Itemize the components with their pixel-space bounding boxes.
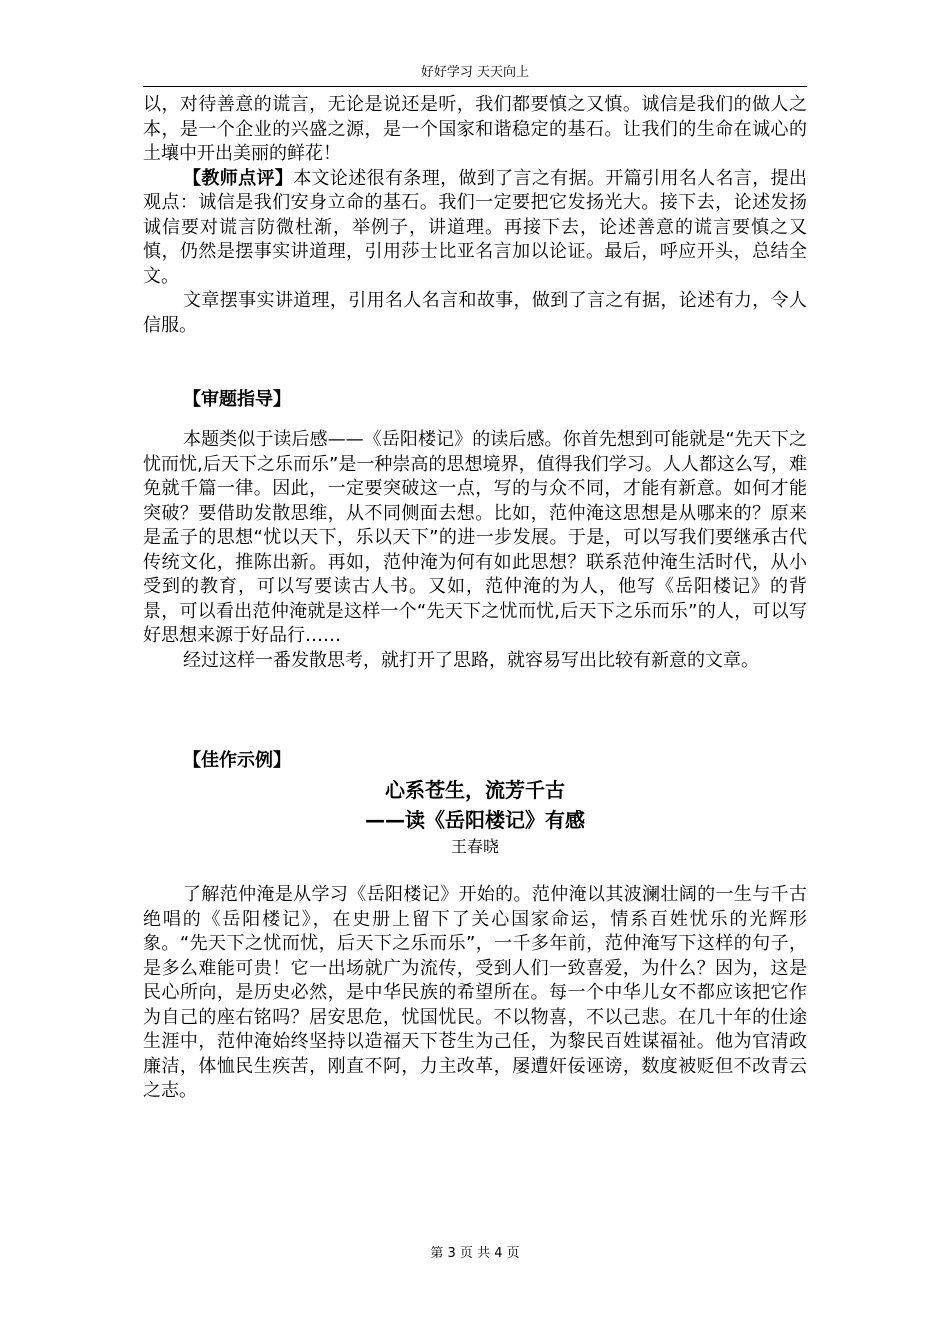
guide-paragraph-1: 本题类似于读后感——《岳阳楼记》的读后感。你首先想到可能就是“先天下之忧而忧,后天下之乐而乐”是一种崇高的思想境界，值得我们学习。人人都这么写，难免就千篇一律。因此，一定要突破这一点，写的与众不同，才能有新意。如何才能突破？要借助发散思维，从不同侧面去想。比如，范仲淹这思想是从哪来的？原来是孟子的思想“忧以天下，乐以天下”的进一步发展。于是，可以写我们要继承古代传统文化，推陈出新。再如，范仲淹为何有如此思想？联系范仲淹生活时代，从小受到的教育，可以写要读古人书。又如，范仲淹的为人，他写《岳阳楼记》的背景，可以看出范仲淹就是这样一个“先天下之忧而忧,后天下之乐而乐”的人，可以写好思想来源于好品行…… — [143, 429, 807, 646]
intro-paragraph: 以，对待善意的谎言，无论是说还是听，我们都要慎之又慎。诚信是我们的做人之本，是一个企业的兴盛之源，是一个国家和谐稳定的基石。让我们的生命在诚心的土壤中开出美丽的鲜花！ — [143, 94, 807, 164]
essay-title: 心系苍生，流芳千古 — [385, 778, 565, 802]
essay-paragraph-1: 了解范仲淹是从学习《岳阳楼记》开始的。范仲淹以其波澜壮阔的一生与千古绝唱的《岳阳楼记》，在史册上留下了关心国家命运，情系百姓忧乐的光辉形象。“先天下之忧而忧，后天下之乐而乐”，一千多年前，范仲淹写下这样的句子，是多么难能可贵！它一出场就广为流传，受到人们一致喜爱，为什么？因为，这是民心所向，是历史必然，是中华民族的希望所在。每一个中华儿女不都应该把它作为自己的座右铭吗？居安思危，忧国忧民。不以物喜，不以己悲。在几十年的仕途生涯中，范仲淹始终坚持以造福天下苍生为己任，为黎民百姓谋福祉。他为官清政廉洁，体恤民生疾苦，刚直不阿，力主改革，屡遭奸佞诬谤，数度被贬但不改青云之志。 — [143, 884, 807, 1101]
example-heading: 【佳作示例】 — [183, 750, 291, 771]
document-page — [143, 60, 807, 1104]
page-header: 好好学习 天天向上 — [143, 60, 807, 87]
essay-subtitle: ——读《岳阳楼记》有感 — [365, 808, 585, 832]
essay-author: 王春晓 — [450, 837, 499, 856]
teacher-comment-summary: 文章摆事实讲道理，引用名人名言和故事，做到了言之有据，论述有力，令人信服。 — [143, 290, 807, 336]
guide-paragraph-2: 经过这样一番发散思考，就打开了思路，就容易写出比较有新意的文章。 — [183, 649, 759, 671]
teacher-comment-text: 本文论述很有条理，做到了言之有据。开篇引用名人名言，提出观点：诚信是我们安身立命的基石。我们一定要把它发扬光大。接下去，论述发扬诚信要对谎言防微杜渐，举例子，讲道理。再接下去，论述善意的谎言要慎之又慎，仍然是摆事实讲道理，引用莎士比亚名言加以论证。最后，呼应开头，总结全文。 — [143, 167, 808, 287]
teacher-comment — [143, 167, 807, 290]
guide-heading: 【审题指导】 — [183, 389, 291, 410]
page-footer: 第 3 页 共 4 页 — [430, 1246, 520, 1261]
teacher-comment-label: 【教师点评】 — [183, 167, 294, 189]
